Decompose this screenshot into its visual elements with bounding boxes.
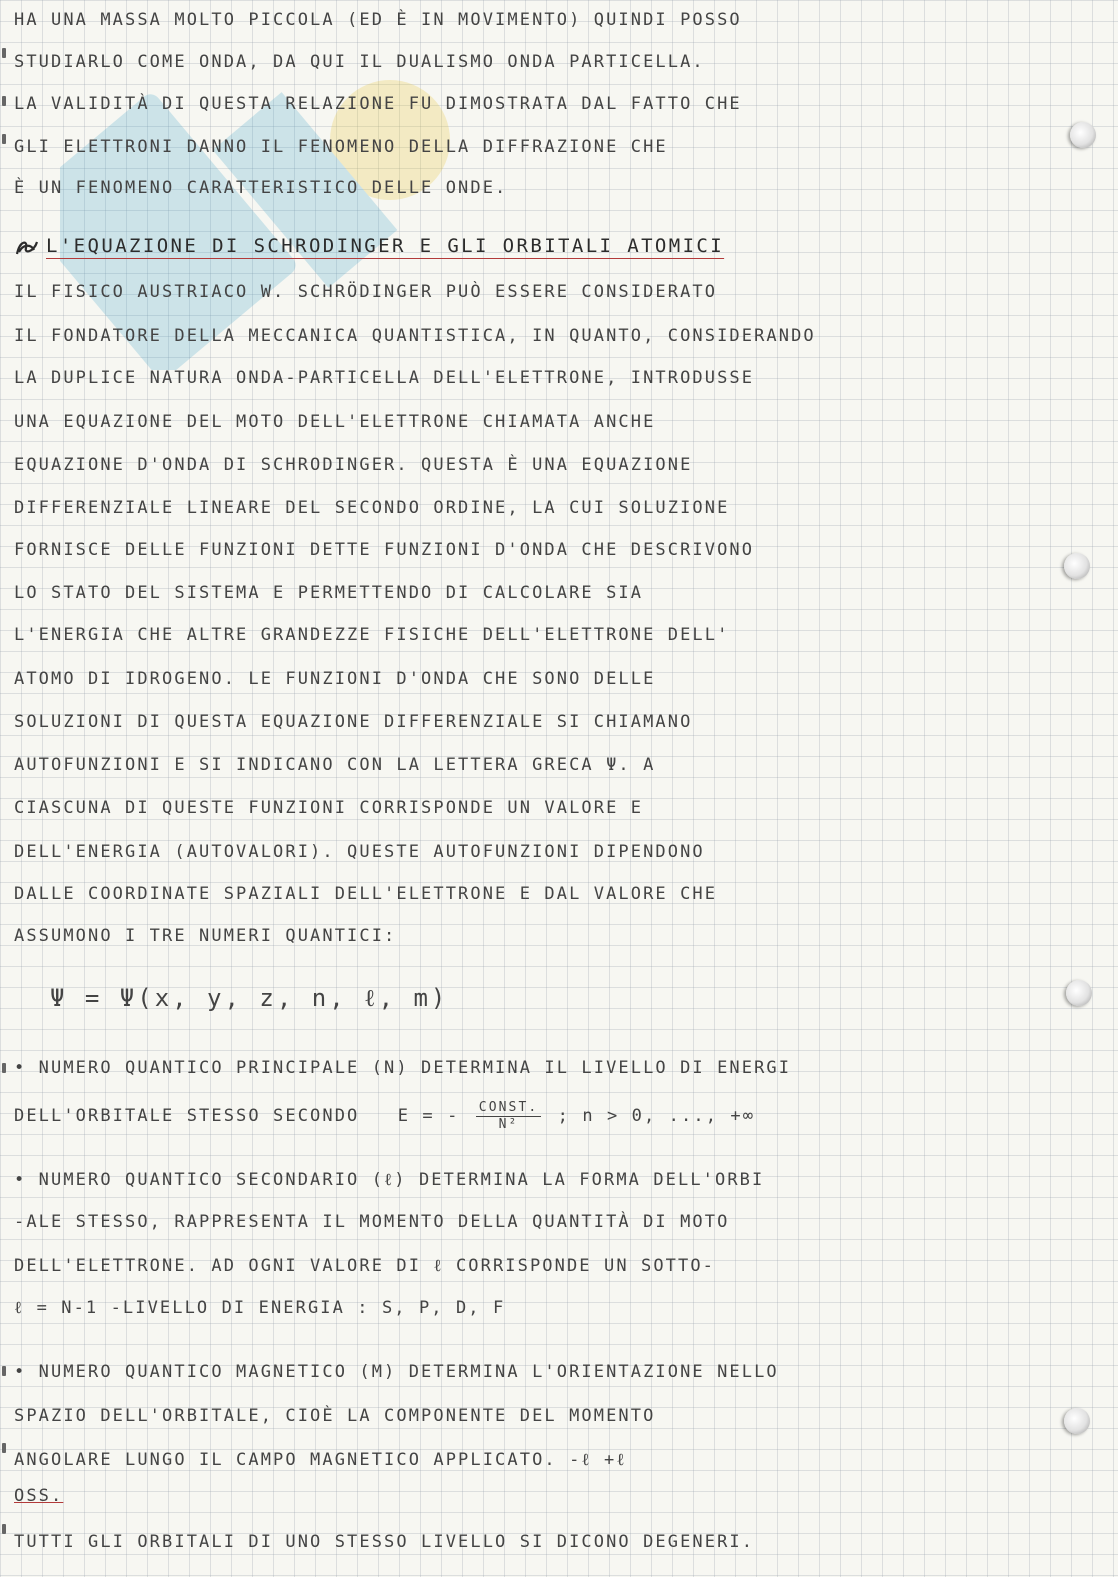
energy-range: ; n > 0, ..., +∞	[557, 1106, 756, 1126]
text-line: LO STATO DEL SISTEMA E PERMETTENDO DI CALCOLARE SIA	[14, 583, 644, 603]
text-line: È UN FENOMENO CARATTERISTICO DELLE ONDE.	[14, 178, 508, 198]
fraction-numerator: CONST.	[476, 1100, 542, 1117]
margin-mark	[2, 1524, 6, 1534]
text-line: SOLUZIONI DI QUESTA EQUAZIONE DIFFERENZIALE SI CHIAMANO	[14, 712, 693, 732]
fraction-denominator: N²	[498, 1116, 519, 1132]
margin-mark	[2, 48, 6, 58]
text-line: DELL'ENERGIA (AUTOVALORI). QUESTE AUTOFUNZIONI DIPENDONO	[14, 842, 705, 862]
text-line: ℓ = N-1 -LIVELLO DI ENERGIA : S, P, D, F	[14, 1298, 506, 1318]
margin-mark	[2, 1366, 6, 1376]
energy-fraction	[476, 1100, 542, 1133]
energy-lhs: E = -	[397, 1106, 460, 1126]
energy-line	[14, 1094, 1104, 1138]
text-line: DIFFERENZIALE LINEARE DEL SECONDO ORDINE, LA CUI SOLUZIONE	[14, 498, 730, 518]
text-line: • NUMERO QUANTICO MAGNETICO (M) DETERMINA L'ORIENTAZIONE NELLO	[14, 1362, 779, 1382]
text-line: • NUMERO QUANTICO SECONDARIO (ℓ) DETERMINA LA FORMA DELL'ORBI	[14, 1170, 765, 1190]
margin-mark	[2, 96, 6, 106]
text-line: UNA EQUAZIONE DEL MOTO DELL'ELETTRONE CHIAMATA ANCHE	[14, 412, 656, 432]
text-line: HA UNA MASSA MOLTO PICCOLA (ED È IN MOVIMENTO) QUINDI POSSO	[14, 10, 742, 30]
text-line: LA VALIDITÀ DI QUESTA RELAZIONE FU DIMOSTRATA DAL FATTO CHE	[14, 94, 742, 114]
note-label: OSS.	[14, 1486, 64, 1506]
text-line: EQUAZIONE D'ONDA DI SCHRODINGER. QUESTA È UNA EQUAZIONE	[14, 455, 693, 475]
text-line: DELL'ELETTRONE. AD OGNI VALORE DI ℓ CORRISPONDE UN SOTTO-	[14, 1256, 715, 1276]
section-heading	[14, 226, 1104, 266]
text-line: GLI ELETTRONI DANNO IL FENOMENO DELLA DIFFRAZIONE CHE	[14, 137, 668, 157]
text-line: L'ENERGIA CHE ALTRE GRANDEZZE FISICHE DELL'ELETTRONE DELL'	[14, 625, 730, 645]
wavefunction-formula: Ψ = Ψ(x, y, z, n, ℓ, m)	[50, 984, 449, 1012]
text-line: STUDIARLO COME ONDA, DA QUI IL DUALISMO ONDA PARTICELLA.	[14, 52, 705, 72]
margin-mark	[2, 1443, 6, 1453]
text-line: CIASCUNA DI QUESTE FUNZIONI CORRISPONDE UN VALORE E	[14, 798, 644, 818]
text-line: ATOMO DI IDROGENO. LE FUNZIONI D'ONDA CHE SONO DELLE	[14, 669, 656, 689]
text-line: ANGOLARE LUNGO IL CAMPO MAGNETICO APPLICATO. -ℓ +ℓ	[14, 1450, 627, 1470]
text-line: FORNISCE DELLE FUNZIONI DETTE FUNZIONI D'ONDA CHE DESCRIVONO	[14, 540, 755, 560]
text-line: • NUMERO QUANTICO PRINCIPALE (N) DETERMINA IL LIVELLO DI ENERGI	[14, 1058, 792, 1078]
text-line: AUTOFUNZIONI E SI INDICANO CON LA LETTERA GRECA Ψ. A	[14, 755, 656, 775]
text-line: DALLE COORDINATE SPAZIALI DELL'ELETTRONE E DAL VALORE CHE	[14, 884, 718, 904]
text-line: IL FONDATORE DELLA MECCANICA QUANTISTICA, IN QUANTO, CONSIDERANDO	[14, 326, 816, 346]
text-line: LA DUPLICE NATURA ONDA-PARTICELLA DELL'ELETTRONE, INTRODUSSE	[14, 368, 755, 388]
margin-mark	[2, 1063, 6, 1073]
margin-mark	[2, 134, 6, 144]
text-line: ASSUMONO I TRE NUMERI QUANTICI:	[14, 926, 397, 946]
heading-scribble-icon	[14, 236, 40, 258]
text-line: TUTTI GLI ORBITALI DI UNO STESSO LIVELLO SI DICONO DEGENERI.	[14, 1532, 755, 1552]
text-line: DELL'ORBITALE STESSO SECONDO	[14, 1106, 360, 1126]
text-line: SPAZIO DELL'ORBITALE, CIOÈ LA COMPONENTE DEL MOMENTO	[14, 1406, 656, 1426]
text-line: IL FISICO AUSTRIACO W. SCHRÖDINGER PUÒ ESSERE CONSIDERATO	[14, 282, 718, 302]
section-heading-text: L'EQUAZIONE DI SCHRODINGER E GLI ORBITALI ATOMICI	[46, 235, 725, 257]
text-line: -ALE STESSO, RAPPRESENTA IL MOMENTO DELLA QUANTITÀ DI MOTO	[14, 1212, 730, 1232]
